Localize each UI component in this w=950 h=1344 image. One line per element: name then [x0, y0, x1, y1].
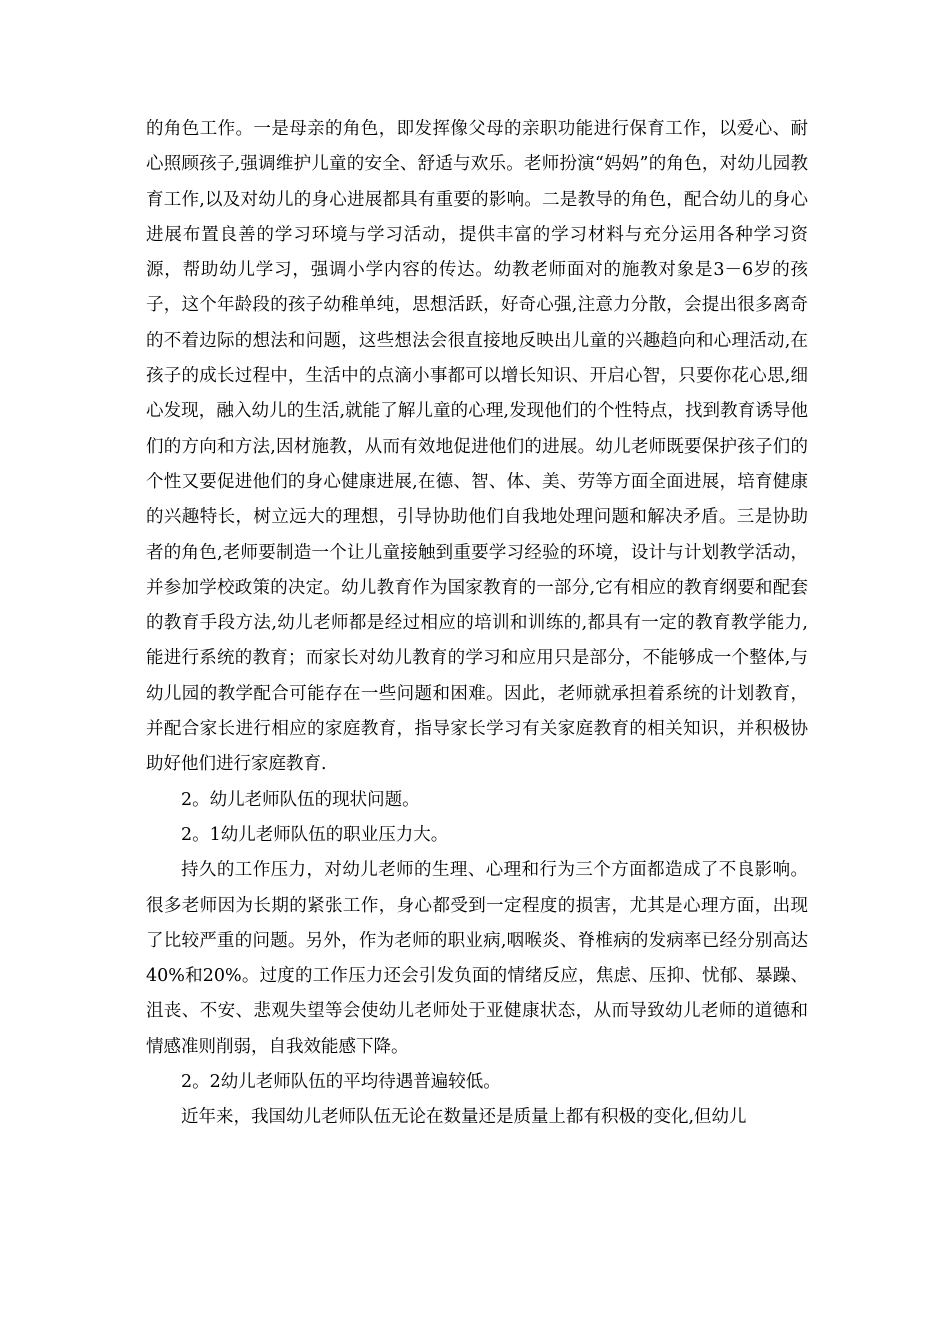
paragraph-teacher-roles: 的角色工作。一是母亲的角色，即发挥像父母的亲职功能进行保育工作，以爱心、耐心照顾孩子,强调维护儿童的安全、舒适与欢乐。老师扮演“妈妈”的角色，对幼儿园教育工作,以及对幼儿的身心进展都具有重要的影响。二是教导的角色，配合幼儿的身心进展布置良善的学习环境与学习活动，提供丰富的学习材料与充分运用各种学习资源，帮助幼儿学习，强调小学内容的传达。幼教老师面对的施教对象是3－6岁的孩子，这个年龄段的孩子幼稚单纯，思想活跃，好奇心强,注意力分散，会提出很多离奇的不着边际的想法和问题，这些想法会很直接地反映出儿童的兴趣趋向和心理活动,在孩子的成长过程中，生活中的点滴小事都可以增长知识、开启心智，只要你花心思,细心发现，融入幼儿的生活,就能了解儿童的心理,发现他们的个性特点，找到教育诱导他们的方向和方法,因材施教，从而有效地促进他们的进展。幼儿老师既要保护孩子们的个性又要促进他们的身心健康进展,在德、智、体、美、劳等方面全面进展，培育健康的兴趣特长，树立远大的理想，引导协助他们自我地处理问题和解决矛盾。三是协助者的角色,老师要制造一个让儿童接触到重要学习经验的环境，设计与计划教学活动，并参加学校政策的决定。幼儿教育作为国家教育的一部分,它有相应的教育纲要和配套的教育手段方法,幼儿老师都是经过相应的培训和训练的,都具有一定的教育教学能力,能进行系统的教育；而家长对幼儿教育的学习和应用只是部分，不能够成一个整体,与幼儿园的教学配合可能存在一些问题和困难。因此，老师就承担着系统的计划教育，并配合家长进行相应的家庭教育，指导家长学习有关家庭教育的相关知识，并积极协助好他们进行家庭教育. [146, 119, 808, 775]
heading-current-problems: 2。幼儿老师队伍的现状问题。 [181, 789, 420, 810]
heading-low-pay: 2。2幼儿老师队伍的平均待遇普遍较低。 [181, 1072, 501, 1093]
paragraph-pressure-effects: 持久的工作压力，对幼儿老师的生理、心理和行为三个方面都造成了不良影响。很多老师因为长期的紧张工作，身心都受到一定程度的损害，尤其是心理方面，出现了比较严重的问题。另外，作为老师的职业病,咽喉炎、脊椎病的发病率已经分别高达40%和20%。过度的工作压力还会引发负面的情绪反应，焦虑、压抑、忧郁、暴躁、沮丧、不安、悲观失望等会使幼儿老师处于亚健康状态，从而导致幼儿老师的道德和情感准则削弱，自我效能感下降。 [146, 860, 808, 1057]
paragraph-recent-years: 近年来，我国幼儿老师队伍无论在数量还是质量上都有积极的变化,但幼儿 [181, 1107, 747, 1128]
document-page [146, 112, 808, 1136]
heading-occupational-pressure: 2。1幼儿老师队伍的职业压力大。 [181, 824, 449, 845]
